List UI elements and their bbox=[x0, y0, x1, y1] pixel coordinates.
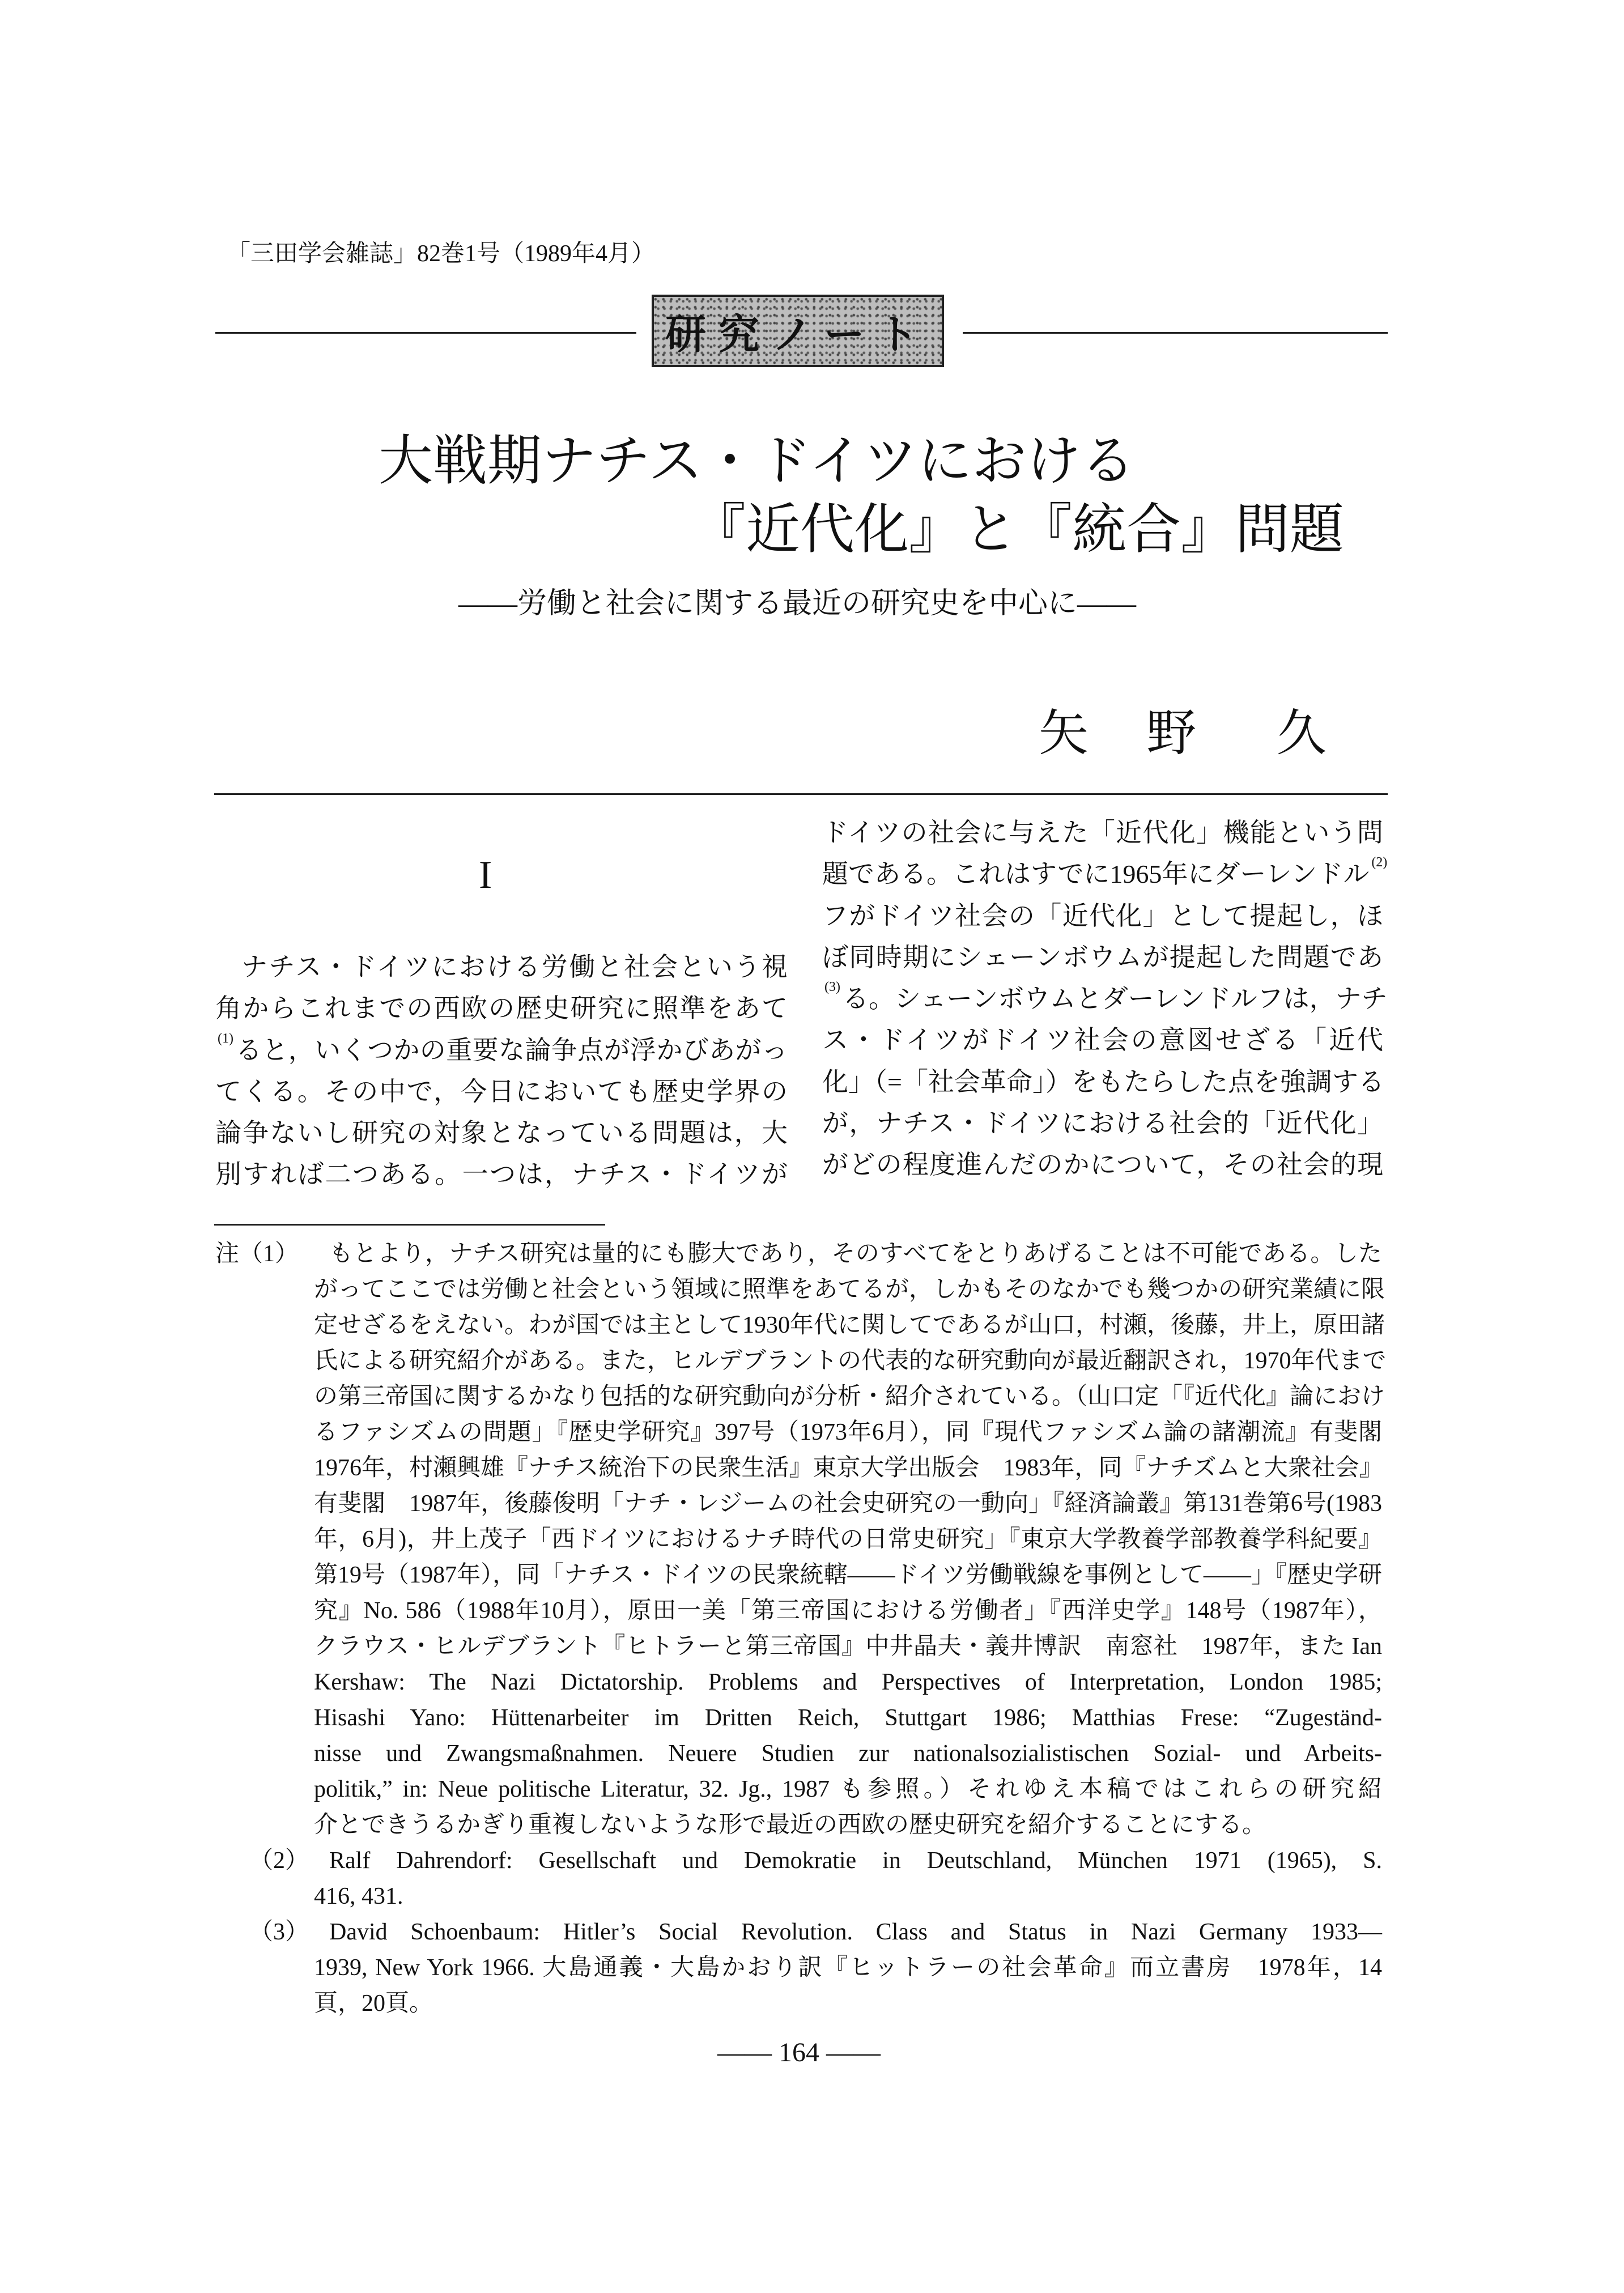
footnote-line: がってここでは労働と社会という領域に照準をあてるが，しかもそのなかでも幾つかの研究業績に限 bbox=[314, 1277, 1385, 1303]
footnote-line: 1939, New York 1966. 大島通義・大島かおり訳『ヒットラーの社会革命』而立書房 1978年，14 bbox=[314, 1955, 1382, 1981]
body-line: 論争ないし研究の対象となっている問題は，大 bbox=[215, 1118, 788, 1148]
footnote-ref-3[interactable]: (3) bbox=[824, 980, 840, 995]
footnote-line: の第三帝国に関するかなり包括的な研究動向が分析・紹介されている。（山口定「『近代化』論におけ bbox=[314, 1384, 1385, 1410]
article-title-line1: 大戦期ナチス・ドイツにおける bbox=[379, 431, 1136, 491]
body-column-right bbox=[822, 812, 1388, 1186]
body-line: ドイツの社会に与えた「近代化」機能という問 bbox=[822, 818, 1383, 847]
footnote-line: Ralf Dahrendorf: Gesellschaft und Demokratie in Deutschland, München 1971 (1965), S. bbox=[329, 1848, 1382, 1874]
footnote-label-2: （2） bbox=[249, 1848, 309, 1874]
footnote-ref-1[interactable]: (1) bbox=[218, 1031, 233, 1046]
author-char: 矢 bbox=[1039, 707, 1089, 762]
article-title-line2: 『近代化』と『統合』問題 bbox=[691, 499, 1344, 560]
page-number: ―― 164 ―― bbox=[717, 2037, 881, 2067]
body-line: ナチス・ドイツにおける労働と社会という視 bbox=[241, 952, 788, 981]
footnote-separator bbox=[214, 1224, 605, 1226]
body-line: ると，いくつかの重要な論争点が浮かびあがっ bbox=[235, 1035, 788, 1065]
section-badge bbox=[652, 295, 944, 367]
body-column-left bbox=[215, 946, 788, 1196]
footnote-label-3: （3） bbox=[249, 1919, 309, 1945]
section-badge-label: 研究ノート bbox=[665, 312, 930, 358]
footnote-line: 頁，20頁。 bbox=[314, 1990, 433, 2017]
body-line-with-ref bbox=[215, 1029, 788, 1071]
footnote-line: David Schoenbaum: Hitler’s Social Revolution. Class and Status in Nazi Germany 1933— bbox=[329, 1919, 1382, 1945]
body-line: ぼ同時期にシェーンボウムが提起した問題であ bbox=[822, 942, 1383, 972]
section-heading: I bbox=[479, 853, 492, 897]
body-line: 角からこれまでの西欧の歴史研究に照準をあて bbox=[215, 994, 788, 1023]
footnote-line: nisse und Zwangsmaßnahmen. Neuere Studien zur nationalsozialistischen Sozial- und Arbeits- bbox=[314, 1741, 1382, 1767]
body-line: てくる。その中で，今日においても歴史学界の bbox=[215, 1077, 788, 1106]
footnote-line: クラウス・ヒルデブラント『ヒトラーと第三帝国』中井晶夫・義井博訳 南窓社 1987年，また Ian bbox=[314, 1633, 1382, 1660]
title-separator bbox=[214, 793, 1388, 795]
footnote-line: 第19号（1987年），同「ナチス・ドイツの民衆統轄――ドイツ労働戦線を事例として――」『歴史学研 bbox=[314, 1562, 1382, 1588]
footnote-line: 年，6月)，井上茂子「西ドイツにおけるナチ時代の日常史研究」『東京大学教養学部教養学科紀要』 bbox=[314, 1526, 1382, 1552]
body-line: フがドイツ社会の「近代化」として提起し，ほ bbox=[822, 901, 1383, 930]
footnote-line: 416, 431. bbox=[314, 1883, 403, 1909]
footnote-line: もとより，ナチス研究は量的にも膨大であり，そのすべてをとりあげることは不可能である。した bbox=[329, 1241, 1382, 1267]
body-line-with-ref bbox=[822, 853, 1388, 895]
footnote-line: 介とできうるかぎり重複しないような形で最近の西欧の歴史研究を紹介することにする。 bbox=[314, 1812, 1266, 1838]
body-line: る。シェーンボウムとダーレンドルフは，ナチ bbox=[842, 984, 1388, 1014]
body-line: 化」（=「社会革命」）をもたらした点を強調する bbox=[822, 1067, 1384, 1096]
footnote-label-1: 注（1） bbox=[215, 1241, 299, 1267]
footnote-line: 氏による研究紹介がある。また，ヒルデブラントの代表的な研究動向が最近翻訳され，1970年代まで bbox=[314, 1348, 1387, 1374]
body-line: 題である。これはすでに1965年にダーレンドル bbox=[822, 860, 1370, 889]
body-line: ス・ドイツがドイツ社会の意図せざる「近代 bbox=[822, 1026, 1383, 1055]
footnote-line: 究』No. 586（1988年10月），原田一美「第三帝国における労働者」『西洋史学』148号（1987年）， bbox=[314, 1598, 1382, 1624]
footnote-line: るファシズムの問題」『歴史学研究』397号（1973年6月），同『現代ファシズム論の諸潮流』有斐閣 bbox=[314, 1419, 1382, 1445]
badge-rule-right bbox=[963, 332, 1388, 334]
footnote-ref-2[interactable]: (2) bbox=[1371, 855, 1388, 870]
footnote-line: 定せざるをえない。わが国では主として1930年代に関してであるが山口，村瀬，後藤，井上，原田諸 bbox=[314, 1312, 1385, 1338]
author-name bbox=[1039, 694, 1327, 765]
badge-rule-left bbox=[215, 332, 636, 334]
journal-header: 「三田学会雑誌」82巻1号（1989年4月） bbox=[227, 241, 656, 267]
footnotes bbox=[314, 1236, 1387, 2022]
article-subtitle: ――労働と社会に関する最近の研究史を中心に―― bbox=[458, 588, 1137, 620]
author-char: 野 bbox=[1146, 707, 1197, 762]
body-line: が，ナチス・ドイツにおける社会的「近代化」 bbox=[822, 1109, 1383, 1138]
footnote-line: Hisashi Yano: Hüttenarbeiter im Dritten Reich, Stuttgart 1986; Matthias Frese: “Zugeständ- bbox=[314, 1705, 1382, 1731]
footnote-line: 1976年，村瀬興雄『ナチス統治下の民衆生活』東京大学出版会 1983年，同『ナチズムと大衆社会』 bbox=[314, 1455, 1383, 1481]
body-line: がどの程度進んだのかについて，その社会的現 bbox=[822, 1150, 1383, 1180]
author-char: 久 bbox=[1277, 707, 1327, 762]
footnote-line: 有斐閣 1987年，後藤俊明「ナチ・レジームの社会史研究の一動向」『経済論叢』第131巻第6号(1983 bbox=[314, 1491, 1382, 1517]
body-line-with-ref bbox=[822, 978, 1388, 1019]
footnote-line: Kershaw: The Nazi Dictatorship. Problems and Perspectives of Interpretation, London 1985; bbox=[314, 1669, 1382, 1695]
body-line: 別すれば二つある。一つは，ナチス・ドイツが bbox=[215, 1160, 788, 1189]
footnote-line: politik,” in: Neue politische Literatur, 32. Jg., 1987 も参照。）それゆえ本稿ではこれらの研究紹 bbox=[314, 1776, 1382, 1802]
